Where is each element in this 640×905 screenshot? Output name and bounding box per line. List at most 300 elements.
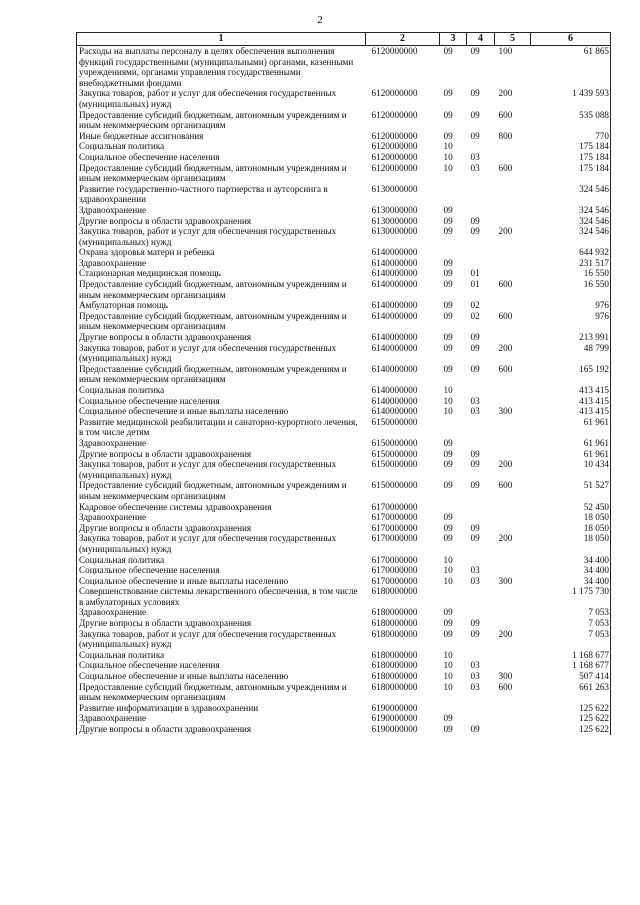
table-row — [77, 46, 611, 89]
row-name: Предоставление субсидий бюджетным, автономным учреждениям и иным некоммерческим организациям — [79, 109, 347, 131]
row-name: Другие вопросы в области здравоохранения — [79, 618, 252, 629]
row-subsection: 09 — [470, 109, 480, 120]
table-row — [77, 449, 611, 460]
row-code: 6170000000 — [371, 533, 418, 544]
row-name: Закупка товаров, работ и услуг для обеспечения государственных (муниципальных) нужд — [79, 226, 337, 247]
row-subsection: 09 — [470, 628, 480, 639]
row-amount: 644 932 — [579, 247, 609, 258]
row-amount: 324 546 — [579, 226, 609, 237]
row-section: 09 — [443, 628, 453, 639]
row-section — [440, 247, 467, 258]
row-section: 09 — [443, 279, 453, 290]
row-section: 09 — [443, 46, 453, 56]
row-subsection — [467, 184, 495, 205]
row-amount: 213 991 — [579, 332, 609, 343]
table-row — [77, 131, 611, 142]
row-section: 10 — [443, 575, 453, 586]
row-amount: 976 — [595, 310, 609, 321]
row-code: 6190000000 — [371, 702, 418, 713]
row-code: 6140000000 — [371, 310, 418, 321]
row-subsection — [467, 502, 495, 513]
row-code: 6150000000 — [371, 480, 418, 491]
row-expense-type — [495, 152, 531, 163]
row-name: Закупка товаров, работ и услуг для обеспечения государственных (муниципальных) нужд — [79, 533, 337, 554]
row-code: 6140000000 — [371, 268, 418, 279]
row-subsection: 03 — [470, 406, 480, 417]
table-row — [77, 396, 611, 407]
table-row — [77, 258, 611, 269]
row-code: 6120000000 — [371, 46, 418, 56]
row-expense-type: 600 — [498, 363, 513, 374]
row-amount: 770 — [595, 130, 609, 141]
row-section: 09 — [443, 437, 453, 448]
row-name: Здравоохранение — [79, 512, 147, 523]
row-code: 6140000000 — [371, 247, 418, 258]
row-subsection — [467, 713, 495, 724]
row-section — [440, 184, 467, 205]
row-amount: 125 622 — [579, 713, 609, 724]
row-amount: 1 168 677 — [572, 649, 609, 660]
row-expense-type — [495, 332, 531, 343]
table-row — [77, 650, 611, 661]
row-subsection: 09 — [470, 522, 480, 533]
row-expense-type: 200 — [498, 628, 513, 639]
row-name: Социальная политика — [79, 141, 165, 152]
row-expense-type — [495, 449, 531, 460]
row-subsection: 09 — [470, 448, 480, 459]
row-name: Закупка товаров, работ и услуг для обеспечения государственных (муниципальных) нужд — [79, 342, 337, 364]
row-subsection — [467, 205, 495, 216]
table-row — [77, 533, 611, 554]
row-section — [440, 417, 467, 438]
row-expense-type — [495, 184, 531, 205]
row-section: 09 — [443, 257, 453, 268]
table-row — [77, 152, 611, 163]
header-col-5: 5 — [495, 33, 531, 46]
row-amount: 535 088 — [579, 109, 609, 120]
header-col-1: 1 — [77, 33, 366, 46]
row-amount: 324 546 — [579, 215, 609, 226]
row-amount: 7 053 — [588, 618, 609, 629]
table-row — [77, 406, 611, 417]
table-row — [77, 279, 611, 300]
row-section: 09 — [443, 459, 453, 470]
row-name: Охрана здоровья матери и ребенка — [79, 247, 215, 258]
row-name: Предоставление субсидий бюджетным, автономным учреждениям и иным некоммерческим организациям — [79, 310, 347, 332]
row-name: Кадровое обеспечение системы здравоохранения — [79, 501, 272, 512]
table-row — [77, 364, 611, 385]
row-expense-type: 600 — [498, 279, 513, 290]
row-section: 09 — [443, 618, 453, 629]
row-amount: 1 439 593 — [572, 88, 609, 99]
page-number: 2 — [317, 14, 323, 26]
row-amount: 16 550 — [583, 268, 609, 279]
row-section: 09 — [443, 215, 453, 226]
row-name: Здравоохранение — [79, 713, 147, 724]
row-section: 10 — [443, 565, 453, 576]
row-subsection: 01 — [470, 279, 480, 290]
row-code: 6180000000 — [371, 618, 418, 629]
row-amount: 61 961 — [583, 416, 609, 427]
row-code: 6180000000 — [371, 649, 418, 660]
table-row — [77, 247, 611, 258]
row-section: 09 — [443, 310, 453, 321]
row-subsection: 03 — [470, 162, 480, 173]
table-row — [77, 629, 611, 650]
row-amount: 16 550 — [583, 279, 609, 290]
table-row — [77, 502, 611, 513]
row-amount: 324 546 — [579, 183, 609, 194]
row-expense-type: 600 — [498, 310, 513, 321]
row-code: 6180000000 — [371, 607, 418, 618]
row-expense-type — [495, 512, 531, 523]
row-name: Социальное обеспечение и иные выплаты населению — [79, 575, 289, 586]
row-name: Здравоохранение — [79, 607, 147, 618]
row-name: Развитие государственно-частного партнерства и аутсорсинга в здравоохранении — [79, 183, 328, 205]
row-expense-type — [495, 247, 531, 258]
row-subsection — [467, 247, 495, 258]
table-row — [77, 660, 611, 671]
row-section: 09 — [443, 512, 453, 523]
row-expense-type — [495, 300, 531, 311]
row-section: 09 — [443, 226, 453, 237]
row-expense-type: 300 — [498, 575, 513, 586]
row-expense-type — [495, 216, 531, 227]
row-expense-type — [495, 724, 531, 735]
row-code: 6120000000 — [371, 141, 418, 152]
row-expense-type — [495, 555, 531, 566]
row-amount: 18 050 — [583, 512, 609, 523]
row-section: 09 — [443, 268, 453, 279]
row-section: 09 — [443, 607, 453, 618]
row-code: 6140000000 — [371, 385, 418, 395]
row-code: 6170000000 — [371, 501, 418, 512]
row-code: 6130000000 — [371, 204, 418, 215]
row-amount: 1 175 730 — [572, 586, 609, 597]
row-section: 09 — [443, 713, 453, 724]
row-name: Социальное обеспечение населения — [79, 395, 220, 406]
row-amount: 34 400 — [583, 554, 609, 565]
table-row — [77, 713, 611, 724]
row-section — [440, 703, 467, 714]
row-subsection: 03 — [470, 395, 480, 406]
table-row — [77, 110, 611, 131]
row-section: 09 — [443, 533, 453, 544]
row-amount: 413 415 — [579, 385, 609, 395]
row-code: 6180000000 — [371, 660, 418, 671]
row-code: 6180000000 — [371, 586, 418, 597]
row-expense-type — [495, 618, 531, 629]
row-amount: 324 546 — [579, 204, 609, 215]
row-name: Социальное обеспечение и иные выплаты населению — [79, 671, 289, 682]
row-expense-type: 200 — [498, 226, 513, 237]
row-code: 6140000000 — [371, 257, 418, 268]
table-row — [77, 417, 611, 438]
row-amount: 7 053 — [588, 607, 609, 618]
row-subsection: 09 — [470, 618, 480, 629]
row-subsection: 09 — [470, 332, 480, 343]
header-col-3: 3 — [440, 33, 467, 46]
row-amount: 18 050 — [583, 522, 609, 533]
row-section: 09 — [443, 204, 453, 215]
row-name: Здравоохранение — [79, 437, 147, 448]
row-section: 10 — [443, 681, 453, 692]
row-subsection: 02 — [470, 310, 480, 321]
table-row — [77, 459, 611, 480]
row-subsection: 03 — [470, 565, 480, 576]
row-expense-type — [495, 660, 531, 671]
row-name: Расходы на выплаты персоналу в целях обеспечения выполнения функций государственными (муниципальными) органами, казенными учреждениями, органами управления государственными внебюджетными фондами — [79, 46, 354, 88]
row-code: 6150000000 — [371, 459, 418, 470]
row-amount: 976 — [595, 300, 609, 311]
row-code: 6120000000 — [371, 151, 418, 162]
row-name: Социальное обеспечение и иные выплаты населению — [79, 406, 289, 417]
row-expense-type: 100 — [498, 46, 513, 56]
row-amount: 61 865 — [583, 46, 609, 56]
row-name: Стационарная медицинская помощь — [79, 268, 221, 279]
row-name: Социальная политика — [79, 554, 165, 565]
row-section: 10 — [443, 671, 453, 682]
row-subsection — [467, 703, 495, 714]
row-section: 09 — [443, 88, 453, 99]
row-code: 6170000000 — [371, 554, 418, 565]
row-name: Совершенствование системы лекарственного обеспечения, в том числе в амбулаторных условиях — [79, 586, 358, 607]
table-row — [77, 555, 611, 566]
row-name: Развитие медицинской реабилитации и санаторно-курортного лечения, в том числе детям — [79, 416, 358, 438]
row-expense-type — [495, 438, 531, 449]
row-expense-type — [495, 650, 531, 661]
row-expense-type — [495, 703, 531, 714]
row-subsection — [467, 141, 495, 152]
row-code: 6140000000 — [371, 406, 418, 417]
row-name: Предоставление субсидий бюджетным, автономным учреждениям и иным некоммерческим организациям — [79, 279, 347, 300]
row-name: Социальная политика — [79, 385, 165, 395]
row-name: Закупка товаров, работ и услуг для обеспечения государственных (муниципальных) нужд — [79, 459, 337, 480]
row-section: 09 — [443, 522, 453, 533]
table-row — [77, 724, 611, 735]
row-expense-type — [495, 565, 531, 576]
row-amount: 175 184 — [579, 151, 609, 162]
table-row — [77, 226, 611, 247]
budget-table — [76, 32, 611, 735]
row-expense-type: 200 — [498, 459, 513, 470]
row-expense-type: 600 — [498, 162, 513, 173]
row-amount: 661 263 — [579, 681, 609, 692]
table-row — [77, 682, 611, 703]
row-amount: 61 961 — [583, 448, 609, 459]
row-section: 10 — [443, 649, 453, 660]
row-section: 10 — [443, 406, 453, 417]
table-row — [77, 385, 611, 396]
row-expense-type: 800 — [498, 130, 513, 141]
row-code: 6140000000 — [371, 363, 418, 374]
table-row — [77, 268, 611, 279]
row-section: 10 — [443, 162, 453, 173]
row-amount: 34 400 — [583, 575, 609, 586]
row-subsection: 09 — [470, 533, 480, 544]
row-code: 6140000000 — [371, 300, 418, 311]
row-section: 09 — [443, 724, 453, 734]
row-section: 10 — [443, 141, 453, 152]
row-section: 10 — [443, 385, 453, 395]
row-code: 6190000000 — [371, 724, 418, 734]
row-amount: 34 400 — [583, 565, 609, 576]
row-expense-type — [495, 502, 531, 513]
row-code: 6150000000 — [371, 437, 418, 448]
row-expense-type — [495, 385, 531, 396]
row-name: Здравоохранение — [79, 204, 147, 215]
table-row — [77, 607, 611, 618]
row-expense-type — [495, 205, 531, 216]
row-section: 09 — [443, 300, 453, 311]
row-name: Закупка товаров, работ и услуг для обеспечения государственных (муниципальных) нужд — [79, 88, 337, 109]
row-subsection: 09 — [470, 342, 480, 353]
row-subsection — [467, 555, 495, 566]
row-expense-type: 200 — [498, 533, 513, 544]
row-name: Другие вопросы в области здравоохранения — [79, 724, 252, 734]
row-subsection: 09 — [470, 130, 480, 141]
table-row — [77, 311, 611, 332]
row-code: 6140000000 — [371, 395, 418, 406]
row-amount: 175 184 — [579, 141, 609, 152]
row-expense-type: 600 — [498, 109, 513, 120]
row-subsection: 03 — [470, 575, 480, 586]
row-expense-type — [495, 258, 531, 269]
row-subsection — [467, 607, 495, 618]
row-subsection: 01 — [470, 268, 480, 279]
row-expense-type: 600 — [498, 480, 513, 491]
row-name: Другие вопросы в области здравоохранения — [79, 215, 252, 226]
row-amount: 7 053 — [588, 628, 609, 639]
table-row — [77, 618, 611, 629]
row-code: 6170000000 — [371, 512, 418, 523]
row-expense-type: 200 — [498, 88, 513, 99]
row-code: 6140000000 — [371, 342, 418, 353]
row-code: 6120000000 — [371, 162, 418, 173]
row-amount: 231 517 — [579, 257, 609, 268]
row-name: Социальное обеспечение населения — [79, 660, 220, 671]
row-name: Предоставление субсидий бюджетным, автономным учреждениям и иным некоммерческим организациям — [79, 363, 347, 385]
row-name: Иные бюджетные ассигнования — [79, 130, 204, 141]
row-name: Предоставление субсидий бюджетным, автономным учреждениям и иным некоммерческим организациям — [79, 480, 347, 501]
row-subsection: 03 — [470, 681, 480, 692]
header-col-2: 2 — [366, 33, 440, 46]
row-expense-type — [495, 523, 531, 534]
row-subsection: 09 — [470, 480, 480, 491]
table-row — [77, 300, 611, 311]
row-amount: 51 527 — [583, 480, 609, 491]
row-expense-type — [495, 607, 531, 618]
row-code: 6150000000 — [371, 448, 418, 459]
table-row — [77, 512, 611, 523]
row-subsection: 03 — [470, 671, 480, 682]
table-row — [77, 332, 611, 343]
row-expense-type — [495, 268, 531, 279]
header-col-4: 4 — [467, 33, 495, 46]
row-amount: 125 622 — [579, 724, 609, 734]
row-code: 6130000000 — [371, 226, 418, 237]
row-name: Амбулаторная помощь — [79, 300, 168, 311]
row-name: Закупка товаров, работ и услуг для обеспечения государственных (муниципальных) нужд — [79, 628, 337, 650]
table-row — [77, 523, 611, 534]
row-subsection — [467, 650, 495, 661]
row-subsection — [467, 438, 495, 449]
row-code: 6130000000 — [371, 183, 418, 194]
row-code: 6150000000 — [371, 416, 418, 427]
row-name: Социальная политика — [79, 649, 165, 660]
table-row — [77, 184, 611, 205]
row-code: 6170000000 — [371, 565, 418, 576]
row-amount: 507 414 — [579, 671, 609, 682]
row-subsection: 03 — [470, 151, 480, 162]
row-subsection — [467, 586, 495, 607]
row-expense-type: 300 — [498, 671, 513, 682]
row-code: 6130000000 — [371, 215, 418, 226]
table-row — [77, 88, 611, 109]
row-expense-type — [495, 417, 531, 438]
row-name: Другие вопросы в области здравоохранения — [79, 448, 252, 459]
row-subsection: 09 — [470, 88, 480, 99]
table-row — [77, 163, 611, 184]
table-row — [77, 671, 611, 682]
row-amount: 61 961 — [583, 437, 609, 448]
table-row — [77, 438, 611, 449]
row-section: 10 — [443, 554, 453, 565]
row-code: 6140000000 — [371, 332, 418, 343]
table-row — [77, 205, 611, 216]
row-name: Другие вопросы в области здравоохранения — [79, 332, 252, 343]
row-section: 10 — [443, 660, 453, 671]
row-name: Предоставление субсидий бюджетным, автономным учреждениям и иным некоммерческим организациям — [79, 681, 347, 703]
row-code: 6180000000 — [371, 671, 418, 682]
row-subsection: 09 — [470, 215, 480, 226]
row-subsection: 02 — [470, 300, 480, 311]
row-code: 6170000000 — [371, 522, 418, 533]
row-name: Социальное обеспечение населения — [79, 565, 220, 576]
row-code: 6120000000 — [371, 130, 418, 141]
row-amount: 1 168 677 — [572, 660, 609, 671]
row-amount: 48 799 — [583, 342, 609, 353]
row-name: Предоставление субсидий бюджетным, автономным учреждениям и иным некоммерческим организациям — [79, 162, 347, 184]
row-subsection — [467, 417, 495, 438]
row-subsection: 09 — [470, 459, 480, 470]
row-section: 09 — [443, 109, 453, 120]
row-subsection: 09 — [470, 363, 480, 374]
row-expense-type: 200 — [498, 342, 513, 353]
table-header-row — [77, 33, 611, 46]
row-section — [440, 586, 467, 607]
row-subsection: 03 — [470, 660, 480, 671]
row-section: 10 — [443, 151, 453, 162]
row-code: 6140000000 — [371, 279, 418, 290]
row-amount: 125 622 — [579, 702, 609, 713]
row-section — [440, 502, 467, 513]
row-amount: 175 184 — [579, 162, 609, 173]
row-expense-type — [495, 141, 531, 152]
row-subsection — [467, 512, 495, 523]
row-name: Другие вопросы в области здравоохранения — [79, 522, 252, 533]
row-amount: 10 434 — [583, 459, 609, 470]
row-section: 10 — [443, 395, 453, 406]
row-name: Социальное обеспечение населения — [79, 151, 220, 162]
table-row — [77, 480, 611, 501]
row-section: 09 — [443, 342, 453, 353]
row-expense-type — [495, 396, 531, 407]
row-subsection: 09 — [470, 226, 480, 237]
table-row — [77, 586, 611, 607]
table-row — [77, 343, 611, 364]
table-row — [77, 703, 611, 714]
